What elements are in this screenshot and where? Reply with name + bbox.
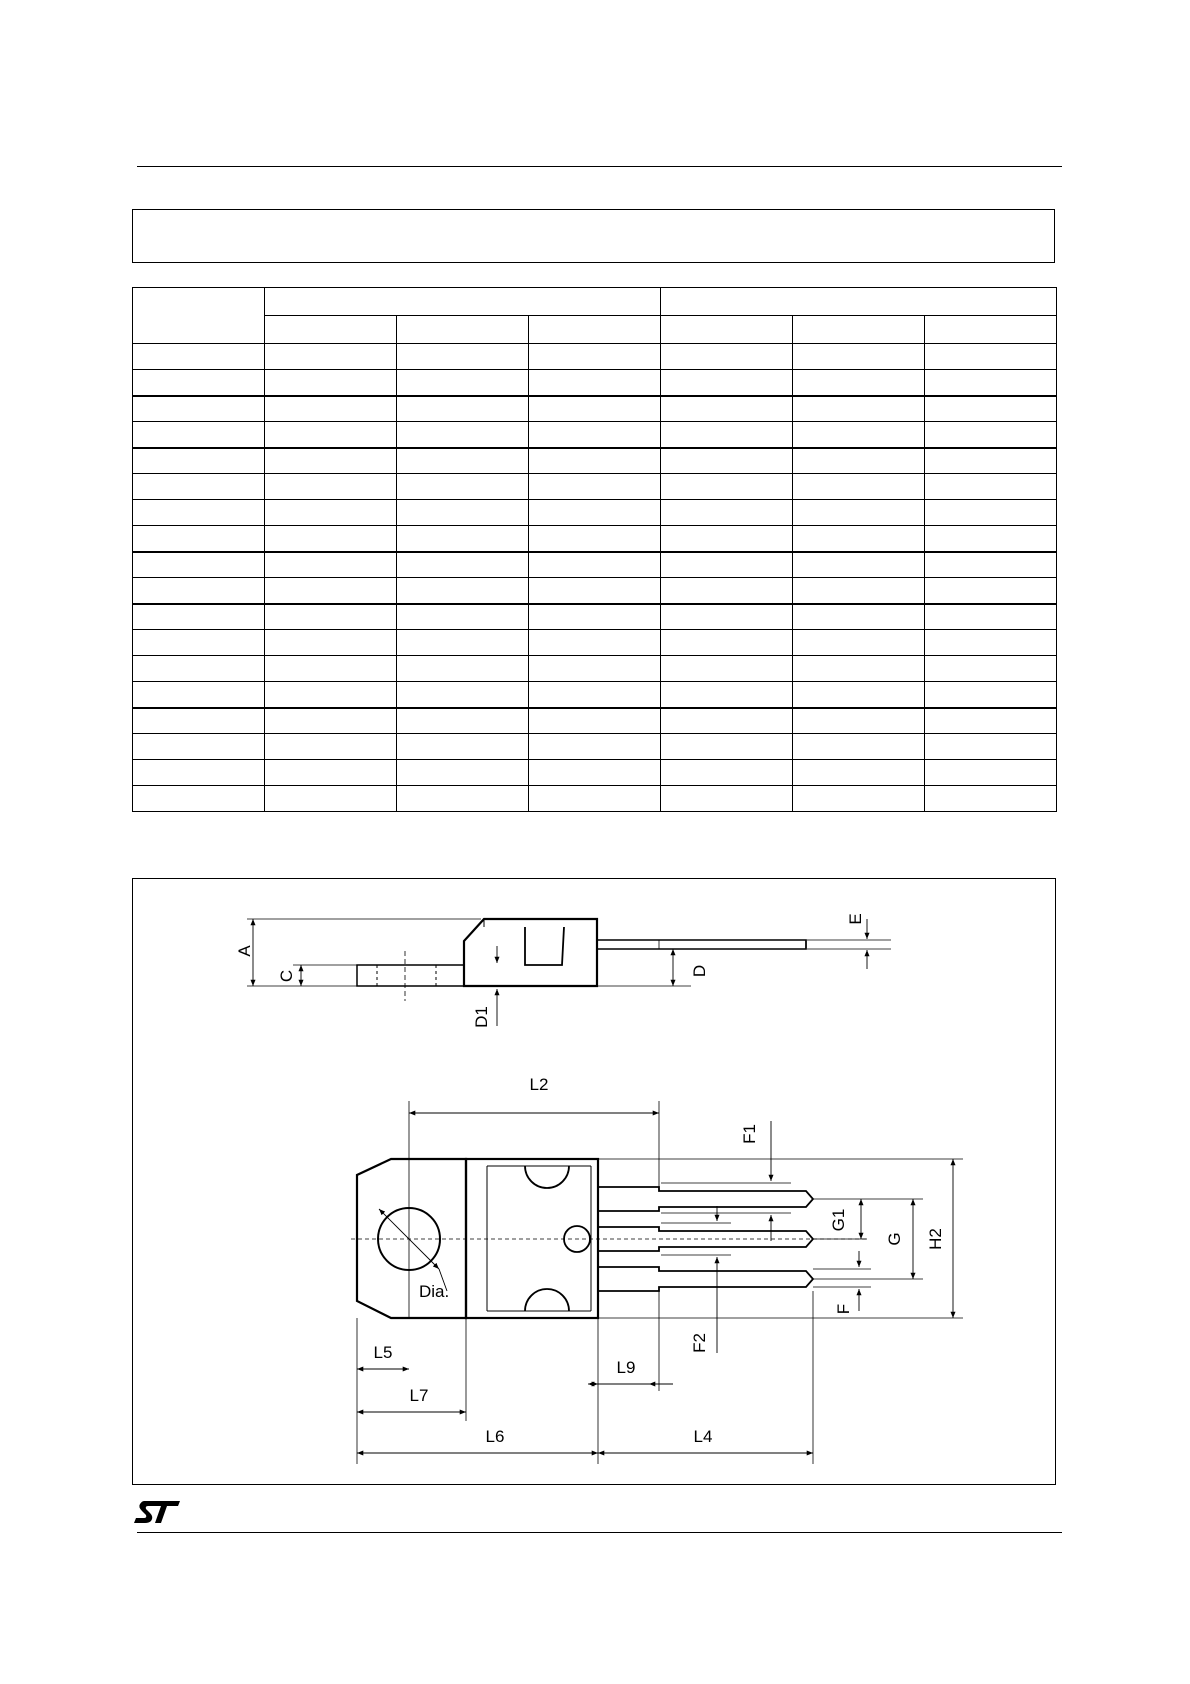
- dim-label-g1: G1: [829, 1208, 848, 1232]
- st-logo: [134, 1497, 184, 1527]
- dim-label-h2: H2: [926, 1228, 945, 1250]
- table-row: [133, 604, 1057, 630]
- dim-label-l9: L9: [616, 1358, 636, 1377]
- table-row: [133, 396, 1057, 422]
- table-row: [133, 734, 1057, 760]
- table-row: [133, 526, 1057, 552]
- header-min: [265, 316, 397, 344]
- table-row: [133, 682, 1057, 708]
- header-typ: [793, 316, 925, 344]
- dim-label-l6: L6: [485, 1427, 505, 1446]
- header-inch-group: [661, 288, 1057, 316]
- dim-label-d: D: [690, 964, 709, 978]
- header-dim-cell: [133, 288, 265, 344]
- header-typ: [397, 316, 529, 344]
- header-max: [529, 316, 661, 344]
- table-row: [133, 448, 1057, 474]
- dim-label-e: E: [846, 913, 865, 925]
- package-outline-drawing: [133, 879, 1055, 1484]
- table-row: [133, 760, 1057, 786]
- dim-label-l4: L4: [693, 1427, 713, 1446]
- side-view-labels: [235, 913, 865, 1028]
- dimensions-table: [132, 287, 1057, 812]
- dim-label-l7: L7: [409, 1386, 429, 1405]
- header-max: [925, 316, 1057, 344]
- table-row: [133, 344, 1057, 370]
- table-row: [133, 656, 1057, 682]
- header-rule: [137, 166, 1062, 167]
- header-min: [661, 316, 793, 344]
- package-drawing-box: [132, 878, 1056, 1485]
- dim-label-f: F: [834, 1303, 853, 1315]
- table-row: [133, 630, 1057, 656]
- table-row: [133, 578, 1057, 604]
- side-view: [247, 919, 891, 1026]
- dim-label-dia: Dia.: [419, 1282, 450, 1301]
- table-title-box: [132, 209, 1055, 263]
- dim-label-l2: L2: [529, 1075, 549, 1094]
- table-header-row-1: [133, 288, 1057, 316]
- dim-label-a: A: [235, 945, 254, 957]
- dim-label-g: G: [885, 1232, 904, 1246]
- dim-label-f2: F2: [690, 1333, 709, 1353]
- footer-rule: [137, 1532, 1062, 1533]
- table-row: [133, 708, 1057, 734]
- table-header-row-2: [133, 316, 1057, 344]
- table-row: [133, 370, 1057, 396]
- table-row: [133, 500, 1057, 526]
- table-row: [133, 422, 1057, 448]
- table-row: [133, 552, 1057, 578]
- table-row: [133, 786, 1057, 812]
- table-row: [133, 474, 1057, 500]
- dim-label-f1: F1: [740, 1124, 759, 1144]
- header-mm-group: [265, 288, 661, 316]
- dim-label-d1: D1: [472, 1006, 491, 1028]
- dim-label-l5: L5: [373, 1343, 393, 1362]
- dim-label-c: C: [277, 969, 296, 983]
